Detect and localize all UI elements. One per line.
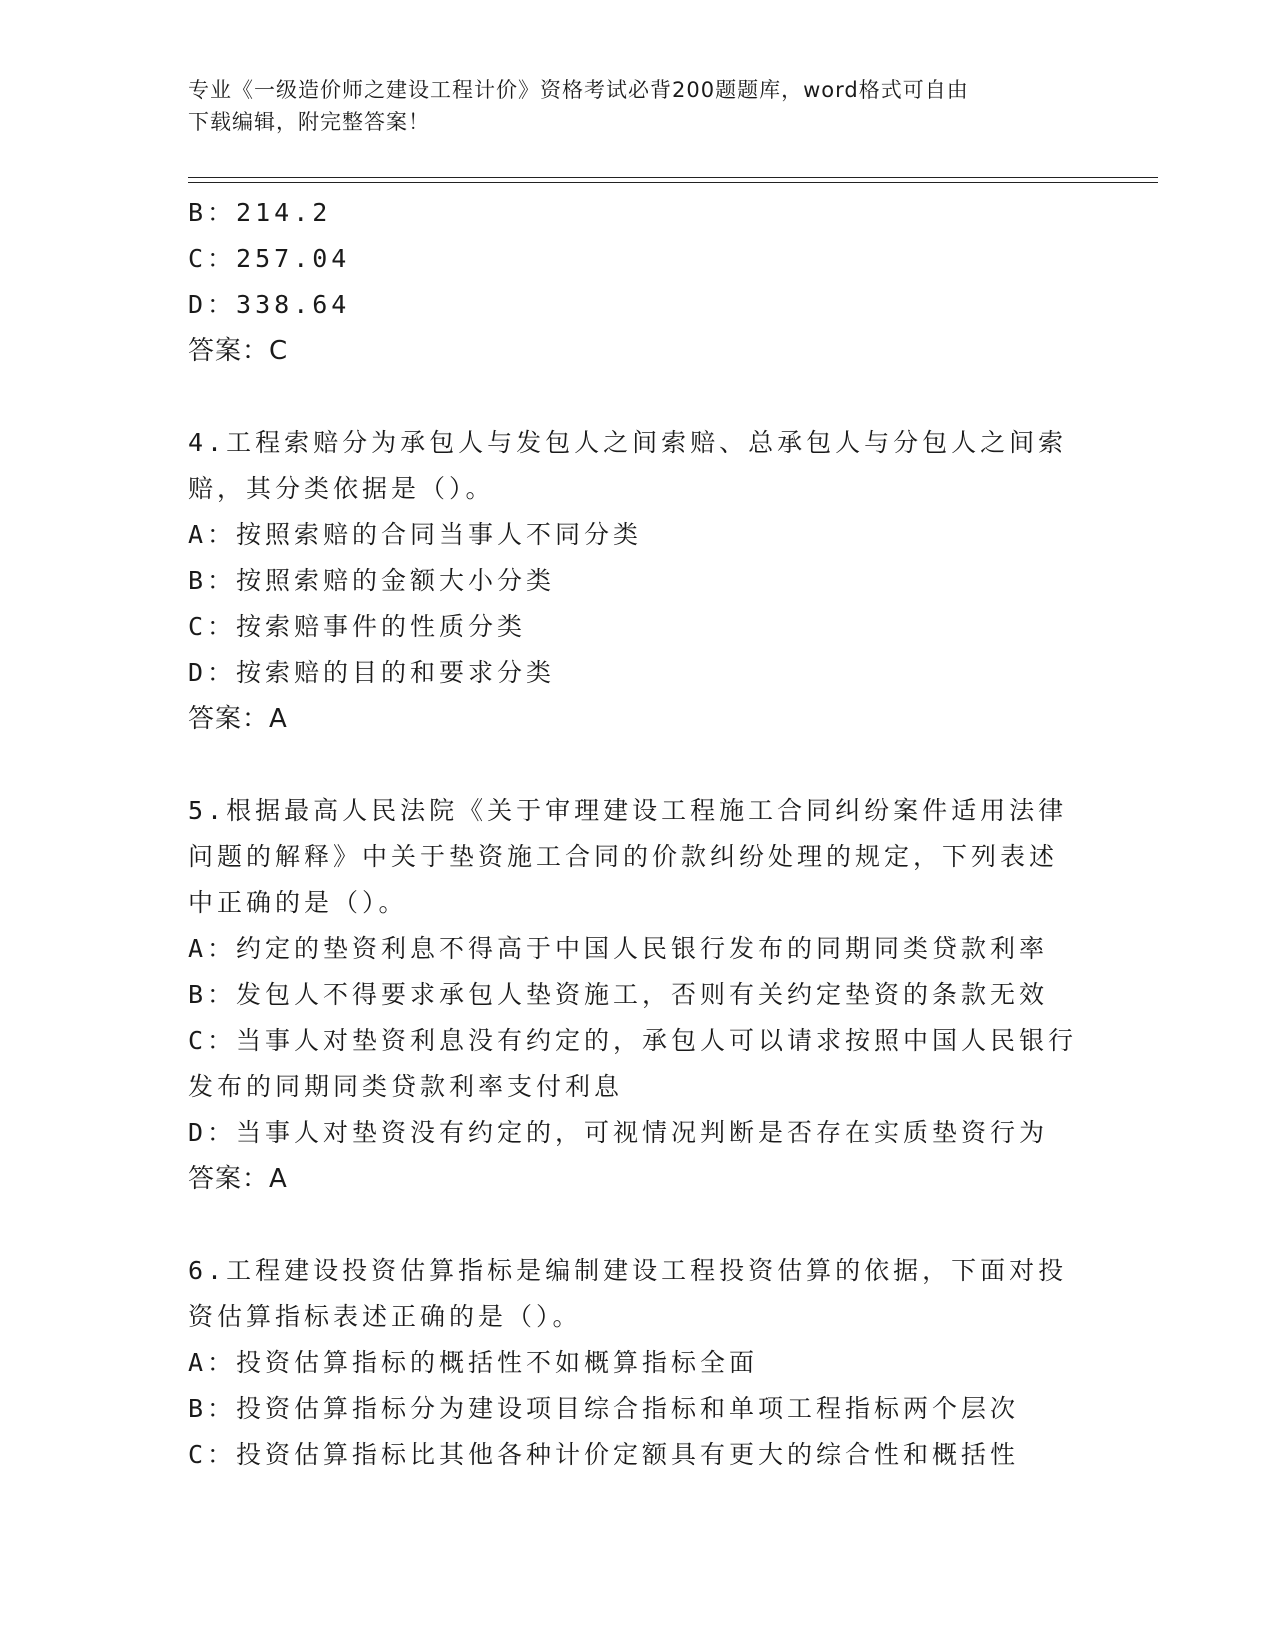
spacer xyxy=(188,1202,1088,1248)
question-stem: 6.工程建设投资估算指标是编制建设工程投资估算的依据，下面对投 xyxy=(188,1256,1068,1285)
question-stem: 中正确的是（）。 xyxy=(188,888,408,917)
question-list xyxy=(188,190,1088,1478)
header-divider-bottom xyxy=(188,182,1158,183)
header-line-1: 专业《一级造价师之建设工程计价》资格考试必背200题题库，word格式可自由 xyxy=(188,78,969,102)
option-c: C：257.04 xyxy=(188,244,351,273)
spacer xyxy=(188,374,1088,420)
option-b: B：按照索赔的金额大小分类 xyxy=(188,566,556,595)
option-c: C：投资估算指标比其他各种计价定额具有更大的综合性和概括性 xyxy=(188,1440,1020,1469)
answer: 答案：A xyxy=(188,704,288,734)
option-c-continued: 发布的同期同类贷款利率支付利息 xyxy=(188,1072,624,1101)
option-d: D：338.64 xyxy=(188,290,351,319)
header-line-2: 下载编辑，附完整答案！ xyxy=(188,110,430,134)
option-b: B：发包人不得要求承包人垫资施工，否则有关约定垫资的条款无效 xyxy=(188,980,1049,1009)
option-b: B：214.2 xyxy=(188,198,332,227)
question-3-partial xyxy=(188,190,1088,374)
question-6 xyxy=(188,1248,1088,1478)
option-d: D：当事人对垫资没有约定的，可视情况判断是否存在实质垫资行为 xyxy=(188,1118,1049,1147)
question-stem: 问题的解释》中关于垫资施工合同的价款纠纷处理的规定，下列表述 xyxy=(188,842,1059,871)
spacer xyxy=(188,742,1088,788)
option-c: C：按索赔事件的性质分类 xyxy=(188,612,527,641)
option-a: A：投资估算指标的概括性不如概算指标全面 xyxy=(188,1348,759,1377)
answer: 答案：A xyxy=(188,1164,288,1194)
option-b: B：投资估算指标分为建设项目综合指标和单项工程指标两个层次 xyxy=(188,1394,1020,1423)
answer: 答案：C xyxy=(188,336,289,366)
option-d: D：按索赔的目的和要求分类 xyxy=(188,658,556,687)
question-stem: 4.工程索赔分为承包人与发包人之间索赔、总承包人与分包人之间索 xyxy=(188,428,1068,457)
question-stem: 5.根据最高人民法院《关于审理建设工程施工合同纠纷案件适用法律 xyxy=(188,796,1068,825)
option-a: A：约定的垫资利息不得高于中国人民银行发布的同期同类贷款利率 xyxy=(188,934,1049,963)
option-a: A：按照索赔的合同当事人不同分类 xyxy=(188,520,643,549)
question-stem: 赔，其分类依据是（）。 xyxy=(188,474,495,503)
question-4 xyxy=(188,420,1088,742)
header-divider-top xyxy=(188,177,1158,178)
question-stem: 资估算指标表述正确的是（）。 xyxy=(188,1302,582,1331)
question-5 xyxy=(188,788,1088,1202)
option-c: C：当事人对垫资利息没有约定的，承包人可以请求按照中国人民银行 xyxy=(188,1026,1078,1055)
document-header xyxy=(188,74,1068,138)
